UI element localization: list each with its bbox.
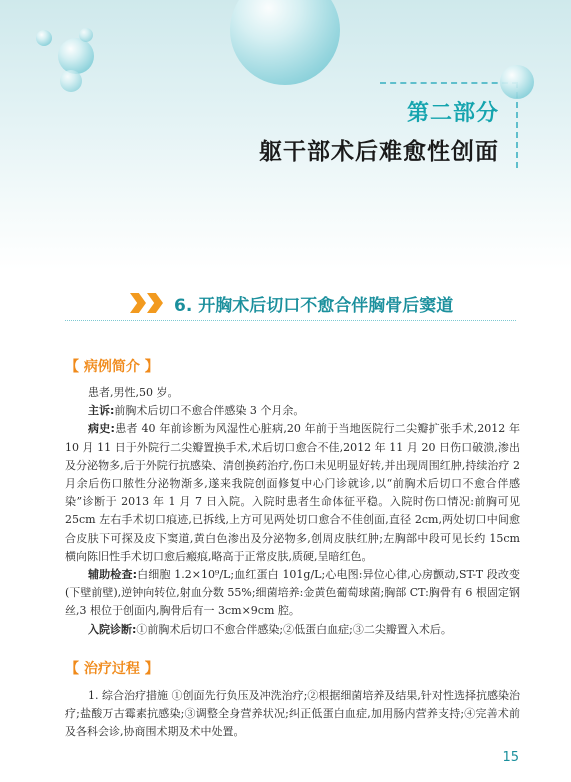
exam-text: 白细胞 1.2×10⁹/L;血红蛋白 101g/L;心电图:异位心律,心房颤动,ST-T 段改变(下壁前壁),逆钟向转位,射血分数 55%;细菌培养:金黄色葡萄球菌;胸部 CT:胸骨有 6 根固定钢丝,3 根位于创面内,胸骨后有一 3cm×9cm 腔。 xyxy=(65,568,520,618)
chapter-title: 6. 开胸术后切口不愈合伴胸骨后窦道 xyxy=(174,295,454,316)
decorative-bubble xyxy=(500,65,534,99)
decorative-bubble xyxy=(60,70,82,92)
admission-diagnosis xyxy=(65,621,520,639)
part-subtitle: 躯干部术后难愈性创面 xyxy=(259,138,499,165)
part-title: 第二部分 xyxy=(406,101,499,126)
diagnosis-text: ①前胸术后切口不愈合伴感染;②低蛋白血症;③二尖瓣置入术后。 xyxy=(136,622,452,636)
decorative-bubble xyxy=(58,38,94,74)
complaint-label: 主诉: xyxy=(88,404,115,418)
chevron-right-icon xyxy=(130,293,146,313)
section-heading-case-intro: 【 病例简介 】 xyxy=(65,359,159,375)
chief-complaint xyxy=(65,402,520,420)
section-heading-treatment: 【 治疗过程 】 xyxy=(65,661,159,677)
decorative-bubble xyxy=(79,28,93,42)
history-label: 病史: xyxy=(88,422,115,436)
diagnosis-label: 入院诊断: xyxy=(88,622,137,636)
chevron-right-icon xyxy=(147,293,163,313)
exam-label: 辅助检查: xyxy=(88,568,137,582)
case-intro-body xyxy=(65,384,520,639)
page-number: 15 xyxy=(502,750,519,765)
history-text: 患者 40 年前诊断为风湿性心脏病,20 年前于当地医院行二尖瓣扩张手术,2012 年 10 月 11 日于外院行二尖瓣置换手术,术后切口愈合不佳,2012 年 11 月 20 日伤口破溃,渗出及分泌物多,后于外院行抗感染、清创换药治疗,伤口未见明显好转,并出现周围红肿,持续治疗 2 月余后伤口脓性分泌物渐多,遂来我院创面修复中心门诊就诊,以“前胸术后切口不愈合伴感染”诊断于 2013 年 1 月 7 日入院。入院时患者生命体征平稳。入院时伤口情况:前胸可见 25cm 左右手术切口痕迹,已拆线,上方可见两处切口愈合不佳创面,直径 2cm,两处切口中间愈合皮肤下可探及皮下窦道,黄白色渗出及分泌物多,创周皮肤红肿;左胸部中段可见长约 15cm 横向陈旧性手术切口愈后瘢痕,略高于正常皮肤,质硬,呈暗红色。 xyxy=(65,422,520,563)
chapter-heading xyxy=(130,290,453,316)
treatment-body xyxy=(65,687,520,742)
medical-history xyxy=(65,420,520,566)
decorative-bubble xyxy=(36,30,52,46)
treatment-step: 1. 综合治疗措施 ①创面先行负压及冲洗治疗;②根据细菌培养及结果,针对性选择抗感染治疗;盐酸万古霉素抗感染;③调整全身营养状况;纠正低蛋白血症,加用肠内营养支持;④完善术前及各科会诊,协商围术期及术中处置。 xyxy=(65,689,520,739)
patient-info: 患者,男性,50 岁。 xyxy=(88,386,179,399)
complaint-text: 前胸术后切口不愈合伴感染 3 个月余。 xyxy=(114,404,305,418)
chapter-divider xyxy=(65,320,516,321)
auxiliary-exam xyxy=(65,566,520,621)
